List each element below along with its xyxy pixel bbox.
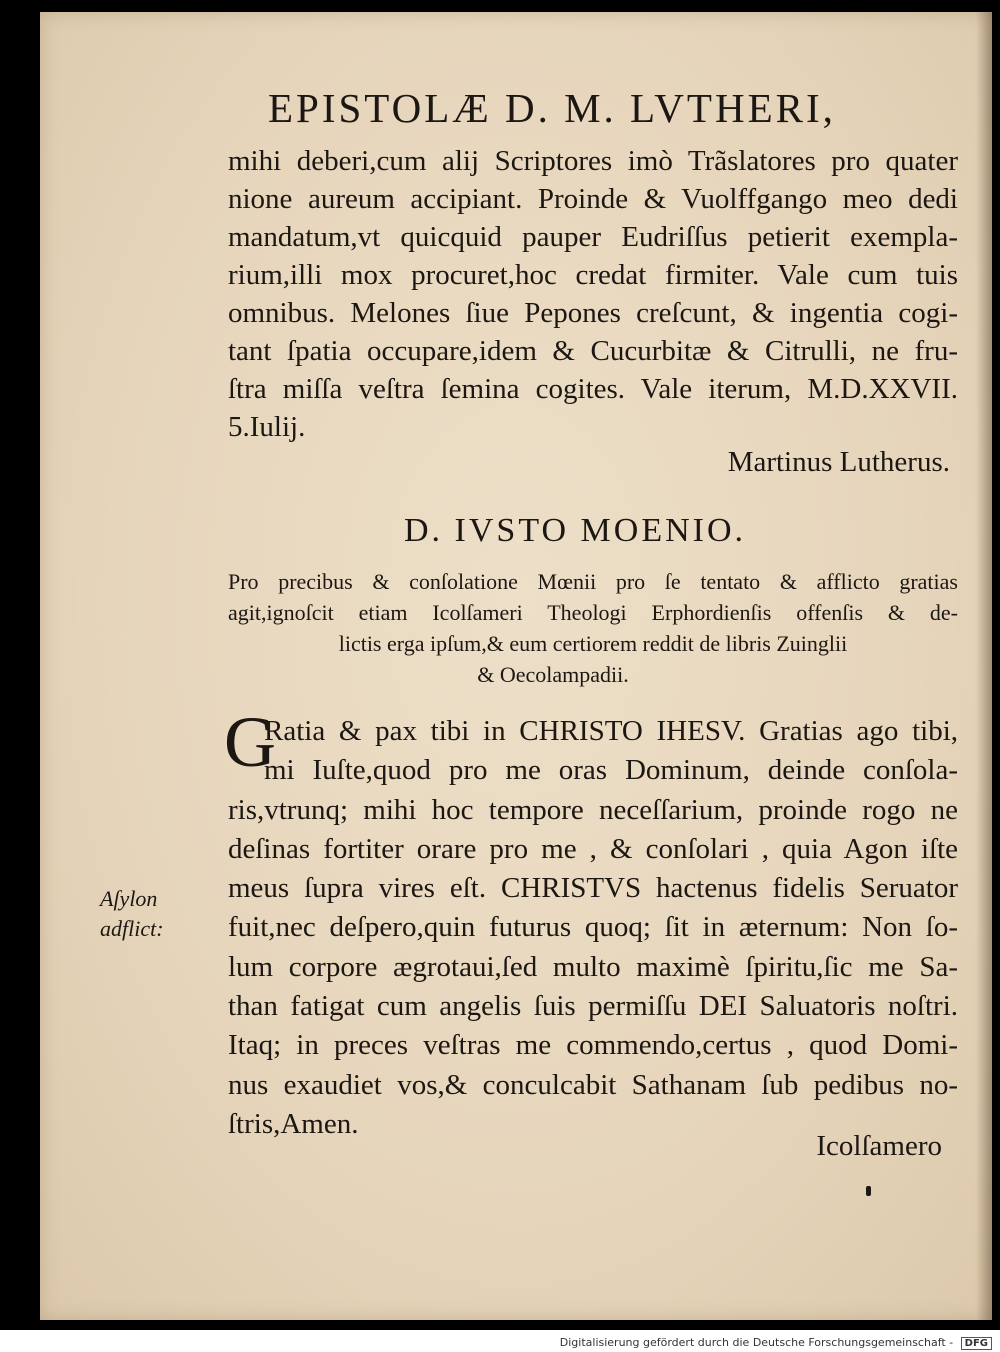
text-line: ſtris,Amen. <box>228 1107 359 1140</box>
dfg-logo: DFG <box>961 1337 992 1350</box>
digitization-credit <box>560 1336 992 1350</box>
text-line: Ratia & pax tibi in CHRISTO IHESV. Gratias ago tibi, <box>264 715 958 747</box>
argument-line: & Oecolampadii. <box>477 662 629 687</box>
text-line: Itaq; in preces veſtras me commendo,certus , quod Domi- <box>228 1029 958 1062</box>
text-line: rium,illi mox procuret,hoc credat firmiter. Vale cum tuis <box>228 259 958 291</box>
text-line: nione aureum accipiant. Proinde & Vuolffgango meo dedi <box>228 183 958 215</box>
marginal-note <box>100 884 164 944</box>
text-line: tant ſpatia occupare,idem & Cucurbitæ & Citrulli, ne fru- <box>228 335 958 367</box>
argument-line: lictis erga ipſum,& eum certiorem reddit de libris Zuinglii <box>338 631 848 656</box>
text-line: mi Iuſte,quod pro me oras Dominum, deinde conſola- <box>264 754 958 787</box>
running-head: EPISTOLÆ D. M. LVTHERI, <box>268 85 836 131</box>
text-line: meus ſupra vires eſt. CHRISTVS hactenus fidelis Seruator <box>228 872 958 905</box>
marginal-note-line: Aſylon <box>100 886 158 911</box>
continuation-text <box>228 142 958 446</box>
text-line: fuit,nec deſpero,quin futurus quoq; ſit in æternum: Non ſo- <box>228 911 958 944</box>
page-gutter-shadow <box>976 12 992 1320</box>
text-line: mihi deberi,cum alij Scriptores imò Trãslatores pro quater <box>228 145 958 177</box>
text-line: nus exaudiet vos,& conculcabit Sathanam ſub pedibus no- <box>228 1068 958 1101</box>
text-line: ſtra miſſa veſtra ſemina cogites. Vale iterum, M.D.XXVII. <box>228 373 958 405</box>
text-line: mandatum,vt quicquid pauper Eudriſſus petierit exempla- <box>228 221 958 253</box>
marginal-note-line: adflict: <box>100 916 164 941</box>
catchword: Icolſamero <box>816 1130 942 1162</box>
text-line: than fatigat cum angelis ſuis permiſſu DEI Saluatoris noſtri. <box>228 990 958 1023</box>
text-line: omnibus. Melones ſiue Pepones creſcunt, & ingentia cogi- <box>228 297 958 329</box>
text-line: lum corpore ægrotaui,ſed multo maximè ſpiritu,ſic me Sa- <box>228 950 958 983</box>
printer-mark <box>866 1186 871 1196</box>
letter-body <box>228 712 958 1144</box>
argument-line: agit,ignoſcit etiam Icolſameri Theologi Erphordienſis offenſis & de- <box>228 600 958 625</box>
drop-capital: G <box>224 702 276 782</box>
signature: Martinus Lutherus. <box>727 446 950 478</box>
text-line: 5.Iulij. <box>228 411 306 443</box>
letter-heading: D. IVSTO MOENIO. <box>403 512 747 549</box>
text-line: deſinas fortiter orare pro me , & conſolari , quia Agon iſte <box>228 832 958 865</box>
text-line: ris,vtrunq; mihi hoc tempore neceſſarium, proinde rogo ne <box>228 793 958 826</box>
letter-argument <box>228 566 958 690</box>
credit-text: Digitalisierung gefördert durch die Deutsche Forschungsgemeinschaft - <box>559 1336 954 1349</box>
argument-line: Pro precibus & conſolatione Mœnii pro ſe tentato & afflicto gratias <box>228 569 958 594</box>
